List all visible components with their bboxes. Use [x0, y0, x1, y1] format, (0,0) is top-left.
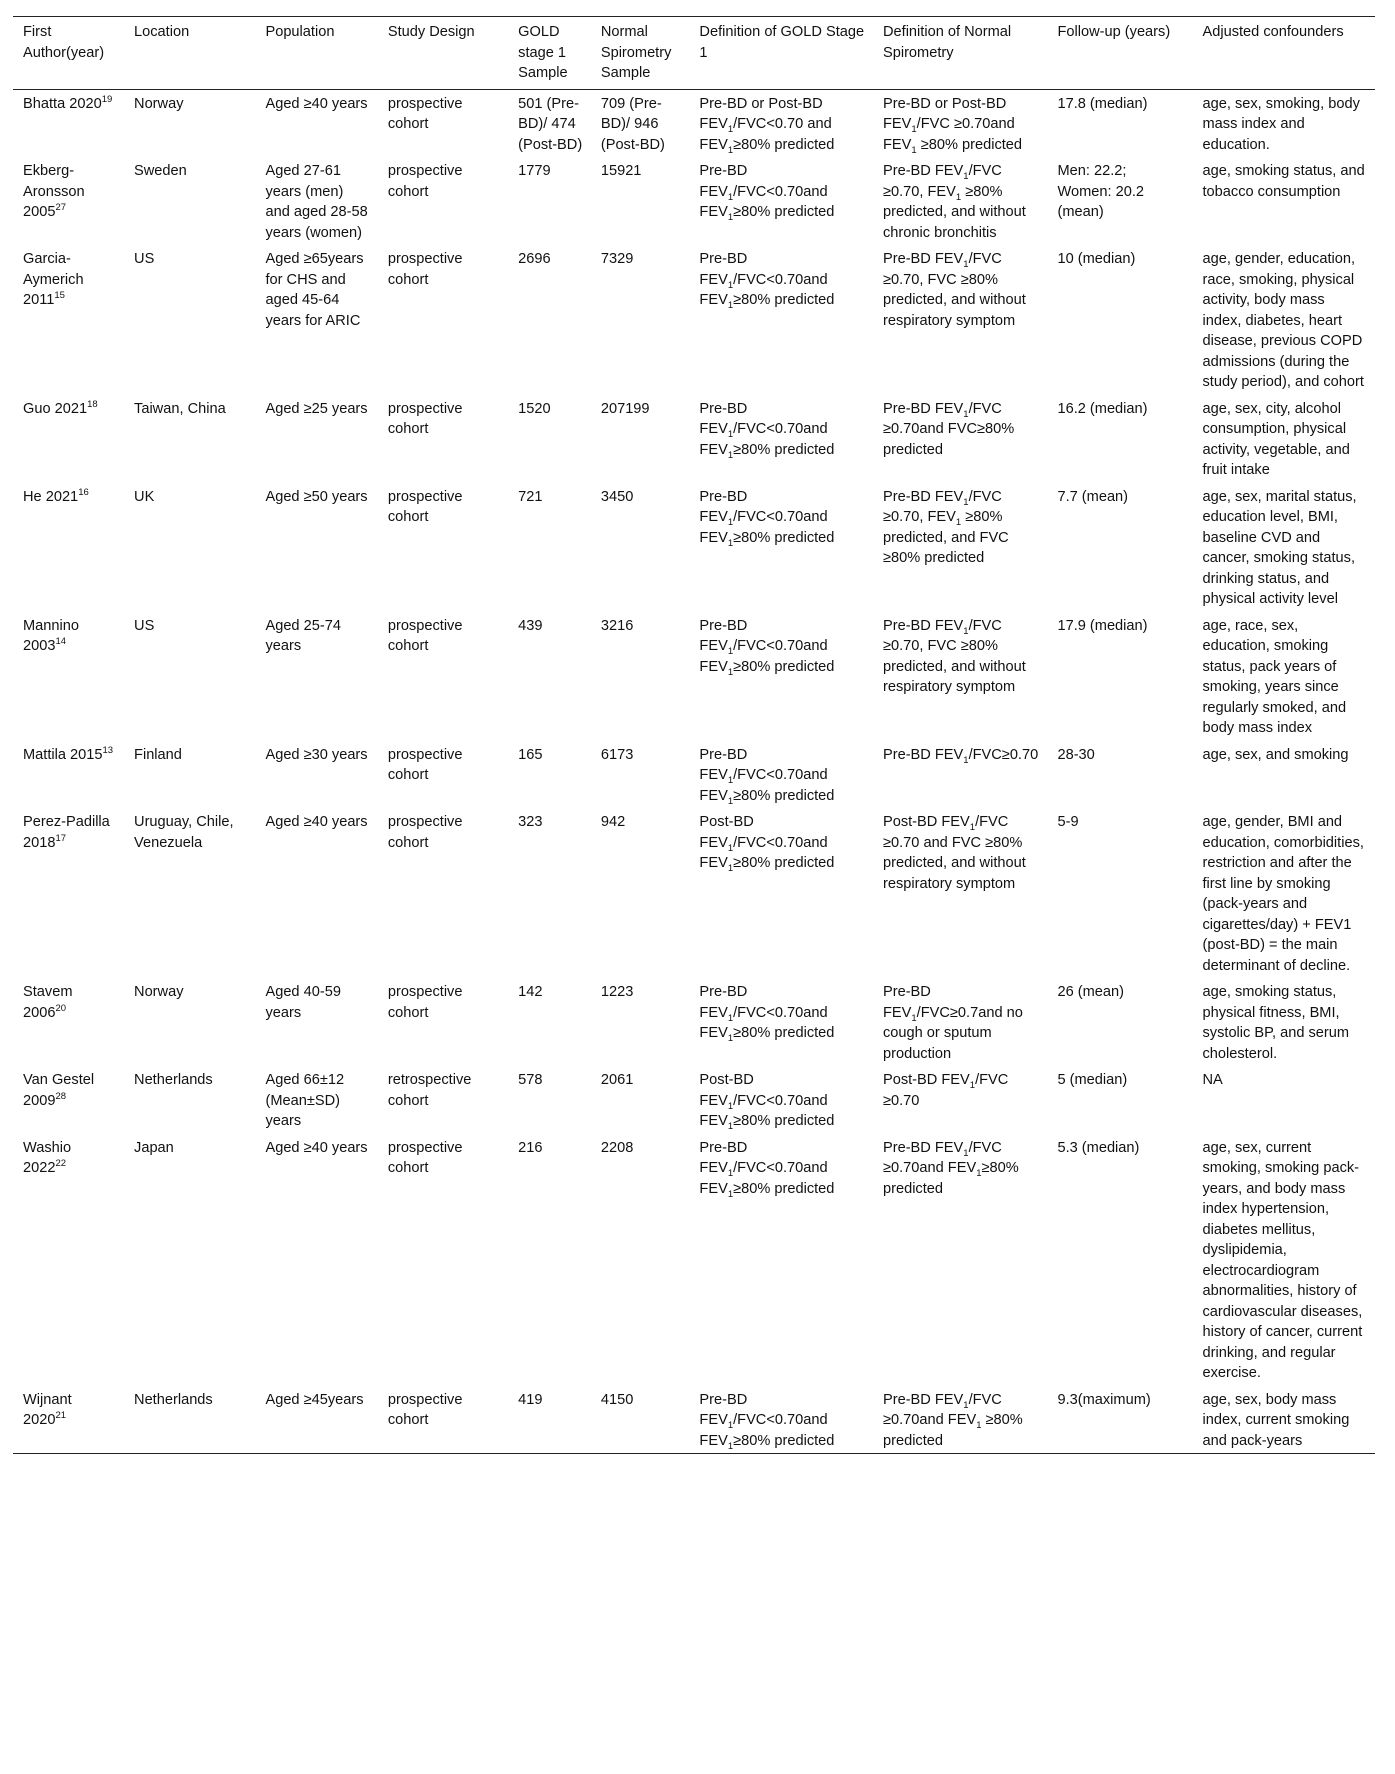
author-cell: [13, 245, 124, 395]
normal-sample-cell: [591, 245, 690, 395]
author-cell: [13, 89, 124, 157]
column-header: Definition of Normal Spirometry: [882, 24, 1012, 61]
author-text: Washio 2022: [23, 1139, 72, 1176]
study-design-text: prospective cohort: [387, 984, 463, 1021]
normal-sample-cell: [591, 157, 690, 245]
confounders-cell: [1193, 1134, 1376, 1386]
reference-superscript: 28: [55, 1090, 67, 1102]
location-text: Taiwan, China: [134, 400, 226, 417]
location-text: Japan: [134, 1139, 174, 1156]
followup-cell: [1047, 741, 1192, 809]
table-row: [13, 395, 1375, 483]
gold-definition-text: Post-BD $FEV_1/FVC<0.70and$ $FEV_1\ge 80\%$ predicted: [699, 814, 835, 874]
study-design-cell: [378, 1066, 508, 1134]
column-header: First Author(year): [23, 24, 105, 61]
normal-definition-cell: [873, 1134, 1047, 1386]
table-row: [13, 89, 1375, 157]
location-cell: [124, 612, 255, 741]
study-design-cell: [378, 612, 508, 741]
gold-sample-cell: [508, 157, 591, 245]
gold-sample-cell: [508, 89, 591, 157]
normal-definition-cell: [873, 483, 1047, 612]
normal-sample-text: 1223: [600, 984, 634, 1000]
location-text: US: [134, 617, 155, 634]
gold-sample-cell: [508, 1386, 591, 1454]
normal-sample-text: 709 (Pre-BD)/ 946 (Post-BD): [600, 95, 665, 153]
location-cell: [124, 157, 255, 245]
gold-sample-text: 1520: [518, 400, 551, 417]
location-cell: [124, 741, 255, 809]
author-text: Van Gestel 2009: [23, 1072, 95, 1109]
normal-definition-text: Pre-BD $FEV_1$/FVC ≥0.70and $FEV_1 \ge 80\%$ predicted: [882, 1391, 1023, 1449]
author-text: Perez-Padilla 2018: [23, 814, 110, 851]
gold-definition-text: Pre-BD $FEV_1/FVC<0.70and$ $FEV_1\ge 80\%$ predicted: [699, 251, 835, 311]
author-text: Mattila 2015: [23, 746, 103, 763]
gold-sample-text: 439: [518, 617, 543, 634]
population-cell: [255, 89, 377, 157]
normal-sample-text: 15921: [600, 163, 642, 179]
normal-definition-text: Post-BD $FEV_1$/FVC ≥0.70: [882, 1072, 1009, 1109]
followup-text: 28-30: [1057, 746, 1095, 763]
author-cell: [13, 1386, 124, 1454]
followup-text: 26 (mean): [1057, 984, 1124, 1000]
normal-sample-text: 2061: [600, 1072, 634, 1088]
normal-definition-cell: [873, 741, 1047, 809]
confounders-text: age, sex, current smoking, smoking pack-years, and body mass index hypertension, diabetes mellitus, dyslipidemia, electrocardiogram abnormalities, history of cardiovascular diseases, history of cancer, current drinking, and regular exercise.: [1202, 1139, 1363, 1381]
followup-cell: [1047, 483, 1192, 612]
normal-definition-text: Pre-BD $FEV_1$/FVC ≥0.70, FVC ≥80% predicted, and without respiratory symptom: [882, 251, 1026, 329]
confounders-text: age, sex, city, alcohol consumption, physical activity, vegetable, and fruit intake: [1202, 400, 1350, 478]
reference-superscript: 13: [102, 744, 114, 756]
study-design-text: prospective cohort: [387, 488, 463, 525]
normal-sample-text: 3450: [600, 488, 634, 505]
gold-definition-text: Post-BD $FEV_1/FVC<0.70and$ $FEV_1\ge 80\%$ predicted: [699, 1072, 835, 1132]
population-text: Aged 66±12 (Mean±SD) years: [265, 1072, 345, 1129]
followup-cell: [1047, 157, 1192, 245]
gold-sample-cell: [508, 245, 591, 395]
followup-cell: [1047, 978, 1192, 1066]
location-cell: [124, 1066, 255, 1134]
gold-sample-cell: [508, 741, 591, 809]
population-text: Aged ≥40 years: [265, 1139, 368, 1156]
normal-sample-text: 7329: [600, 251, 634, 267]
normal-definition-cell: [873, 978, 1047, 1066]
followup-cell: [1047, 1386, 1192, 1454]
table-body: [13, 89, 1375, 1454]
author-text: Wijnant 2020: [23, 1391, 72, 1428]
normal-sample-cell: [591, 978, 690, 1066]
followup-text: 17.9 (median): [1057, 617, 1148, 634]
gold-definition-cell: [689, 612, 873, 741]
gold-sample-text: 142: [518, 984, 543, 1000]
normal-definition-text: Pre-BD $FEV_1$/FVC ≥0.70and $FEV_1\ge 80\%$ predicted: [882, 1139, 1019, 1197]
normal-sample-text: 6173: [600, 746, 634, 763]
table-row: [13, 808, 1375, 978]
followup-text: 5-9: [1057, 814, 1079, 830]
confounders-cell: [1193, 245, 1376, 395]
confounders-cell: [1193, 157, 1376, 245]
author-text: Bhatta 2020: [23, 95, 102, 112]
confounders-text: age, sex, marital status, education level, BMI, baseline CVD and cancer, smoking status, drinking status, and physical activity level: [1202, 488, 1357, 607]
population-text: Aged ≥40 years: [265, 814, 368, 830]
gold-sample-cell: [508, 612, 591, 741]
population-cell: [255, 157, 377, 245]
gold-definition-text: Pre-BD $FEV_1/FVC<0.70and$ $FEV_1\ge 80\%$ predicted: [699, 1139, 835, 1200]
column-header: GOLD stage 1 Sample: [518, 24, 568, 81]
author-cell: [13, 808, 124, 978]
followup-cell: [1047, 395, 1192, 483]
study-design-text: prospective cohort: [387, 251, 463, 288]
author-cell: [13, 483, 124, 612]
table-row: [13, 612, 1375, 741]
location-cell: [124, 395, 255, 483]
author-cell: [13, 395, 124, 483]
table-row: [13, 741, 1375, 809]
study-characteristics-table: [13, 16, 1375, 1454]
population-cell: [255, 483, 377, 612]
confounders-text: age, sex, smoking, body mass index and education.: [1202, 95, 1360, 153]
normal-definition-cell: [873, 1386, 1047, 1454]
confounders-cell: [1193, 1386, 1376, 1454]
normal-sample-text: 942: [600, 814, 626, 830]
column-header: Normal Spirometry Sample: [600, 24, 672, 81]
population-text: Aged ≥40 years: [265, 95, 368, 112]
followup-text: 16.2 (median): [1057, 400, 1148, 417]
population-cell: [255, 1066, 377, 1134]
normal-sample-text: 3216: [600, 617, 634, 634]
gold-sample-cell: [508, 1134, 591, 1386]
followup-text: 5 (median): [1057, 1072, 1128, 1088]
location-cell: [124, 1386, 255, 1454]
study-design-cell: [378, 978, 508, 1066]
gold-definition-cell: [689, 157, 873, 245]
normal-sample-cell: [591, 89, 690, 157]
followup-cell: [1047, 245, 1192, 395]
location-text: Netherlands: [134, 1391, 213, 1408]
reference-superscript: 18: [87, 398, 98, 410]
gold-definition-text: Pre-BD $FEV_1/FVC<0.70and$ $FEV_1\ge 80\%$ predicted: [699, 400, 835, 461]
study-design-cell: [378, 808, 508, 978]
study-design-cell: [378, 395, 508, 483]
normal-sample-cell: [591, 1386, 690, 1454]
author-text: Garcia-Aymerich 2011: [23, 251, 84, 308]
population-text: Aged ≥65years for CHS and aged 45-64 years for ARIC: [265, 251, 364, 329]
column-header: Population: [265, 24, 335, 40]
confounders-text: age, race, sex, education, smoking status, pack years of smoking, years since regularly smoked, and body mass index: [1202, 617, 1347, 736]
normal-definition-text: Post-BD $FEV_1$/FVC ≥0.70 and FVC ≥80% predicted, and without respiratory symptom: [882, 814, 1026, 892]
confounders-cell: [1193, 808, 1376, 978]
normal-definition-cell: [873, 395, 1047, 483]
table-row: [13, 1386, 1375, 1454]
reference-superscript: 17: [55, 832, 67, 844]
population-text: Aged 27-61 years (men) and aged 28-58 years (women): [265, 163, 368, 241]
followup-text: Men: 22.2; Women: 20.2 (mean): [1057, 163, 1144, 220]
location-cell: [124, 89, 255, 157]
population-cell: [255, 741, 377, 809]
normal-sample-cell: [591, 808, 690, 978]
study-design-text: prospective cohort: [387, 163, 463, 200]
followup-text: 5.3 (median): [1057, 1139, 1140, 1156]
table-row: [13, 978, 1375, 1066]
followup-text: 9.3(maximum): [1057, 1391, 1151, 1408]
gold-definition-cell: [689, 741, 873, 809]
gold-definition-text: Pre-BD $FEV_1/FVC<0.70and$ $FEV_1\ge 80\%$ predicted: [699, 746, 835, 807]
normal-definition-cell: [873, 1066, 1047, 1134]
location-text: US: [134, 251, 155, 267]
population-text: Aged ≥30 years: [265, 746, 368, 763]
reference-superscript: 27: [55, 202, 67, 214]
population-cell: [255, 1386, 377, 1454]
confounders-cell: [1193, 978, 1376, 1066]
confounders-text: age, smoking status, and tobacco consumption: [1202, 163, 1365, 200]
table-row: [13, 1134, 1375, 1386]
normal-definition-cell: [873, 612, 1047, 741]
normal-sample-text: 2208: [600, 1139, 634, 1156]
table-row: [13, 245, 1375, 395]
population-cell: [255, 245, 377, 395]
location-text: Netherlands: [134, 1072, 213, 1088]
population-text: Aged 25-74 years: [265, 617, 341, 654]
location-text: Norway: [134, 95, 184, 112]
author-text: Stavem 2006: [23, 984, 73, 1021]
author-cell: [13, 1134, 124, 1386]
study-design-cell: [378, 245, 508, 395]
gold-sample-cell: [508, 808, 591, 978]
population-cell: [255, 395, 377, 483]
confounders-cell: [1193, 612, 1376, 741]
gold-sample-cell: [508, 395, 591, 483]
normal-definition-text: Pre-BD $FEV_1/FVC\ge 0.70$: [882, 746, 1039, 766]
column-header: Location: [134, 24, 190, 40]
location-cell: [124, 245, 255, 395]
gold-definition-cell: [689, 245, 873, 395]
column-header: Definition of GOLD Stage 1: [699, 24, 865, 61]
followup-text: 7.7 (mean): [1057, 488, 1129, 505]
gold-sample-text: 1779: [518, 163, 551, 179]
normal-definition-text: Pre-BD $FEV_1/FVC\ge 0.7and$ no cough or sputum production: [882, 984, 1023, 1062]
followup-cell: [1047, 808, 1192, 978]
confounders-cell: [1193, 395, 1376, 483]
study-design-text: prospective cohort: [387, 617, 463, 654]
location-cell: [124, 808, 255, 978]
column-header: Study Design: [387, 24, 475, 40]
location-text: Finland: [134, 746, 182, 763]
normal-definition-cell: [873, 245, 1047, 395]
normal-definition-text: Pre-BD $FEV_1$/FVC ≥0.70, $FEV_1 \ge 80\%$ predicted, and without chronic bronchitis: [882, 163, 1026, 241]
gold-definition-text: Pre-BD $FEV_1/FVC<0.70and$ $FEV_1\ge 80\%$ predicted: [699, 488, 835, 549]
normal-definition-text: Pre-BD $FEV_1$/FVC ≥0.70, FVC ≥80% predicted, and without respiratory symptom: [882, 617, 1026, 695]
normal-definition-text: Pre-BD $FEV_1$/FVC ≥0.70and FVC≥80% predicted: [882, 400, 1015, 458]
study-design-text: prospective cohort: [387, 400, 463, 437]
population-text: Aged ≥50 years: [265, 488, 368, 505]
gold-sample-text: 578: [518, 1072, 543, 1088]
gold-definition-cell: [689, 483, 873, 612]
author-text: Ekberg-Aronsson 2005: [23, 163, 85, 220]
location-text: UK: [134, 488, 155, 505]
normal-sample-text: 4150: [600, 1391, 634, 1408]
normal-definition-cell: [873, 808, 1047, 978]
gold-sample-text: 501 (Pre-BD)/ 474 (Post-BD): [518, 95, 583, 153]
author-cell: [13, 1066, 124, 1134]
location-cell: [124, 1134, 255, 1386]
table-row: [13, 157, 1375, 245]
gold-definition-cell: [689, 395, 873, 483]
normal-definition-cell: [873, 89, 1047, 157]
author-text: Guo 2021: [23, 400, 88, 417]
confounders-text: age, gender, education, race, smoking, physical activity, body mass index, diabetes, heart disease, previous COPD admissions (during the study period), and cohort: [1202, 251, 1364, 390]
study-design-cell: [378, 741, 508, 809]
normal-sample-cell: [591, 1066, 690, 1134]
gold-sample-text: 165: [518, 746, 543, 763]
normal-definition-text: Pre-BD or Post-BD $FEV_1$/FVC ≥0.70and $FEV_1 \ge 80\%$ predicted: [882, 95, 1023, 156]
author-cell: [13, 741, 124, 809]
normal-definition-cell: [873, 157, 1047, 245]
gold-sample-cell: [508, 1066, 591, 1134]
gold-definition-text: Pre-BD or Post-BD $FEV_1/FVC<0.70$ and $FEV_1\ge 80\%$ predicted: [699, 95, 835, 156]
author-cell: [13, 157, 124, 245]
table-row: [13, 483, 1375, 612]
gold-sample-cell: [508, 483, 591, 612]
reference-superscript: 21: [55, 1410, 67, 1422]
normal-definition-text: Pre-BD $FEV_1$/FVC ≥0.70, $FEV_1 \ge 80\%$ predicted, and FVC ≥80% predicted: [882, 488, 1009, 566]
reference-superscript: 20: [55, 1002, 67, 1014]
followup-cell: [1047, 1066, 1192, 1134]
normal-sample-cell: [591, 612, 690, 741]
population-text: Aged ≥25 years: [265, 400, 368, 417]
followup-cell: [1047, 89, 1192, 157]
normal-sample-cell: [591, 1134, 690, 1386]
confounders-cell: [1193, 89, 1376, 157]
column-header: Adjusted confounders: [1202, 24, 1344, 40]
study-table-container: [13, 16, 1375, 1454]
gold-definition-cell: [689, 808, 873, 978]
gold-sample-cell: [508, 978, 591, 1066]
population-cell: [255, 978, 377, 1066]
location-text: Sweden: [134, 163, 187, 179]
reference-superscript: 15: [54, 290, 65, 302]
study-design-text: prospective cohort: [387, 1139, 463, 1176]
confounders-text: age, sex, body mass index, current smoking and pack-years: [1202, 1391, 1350, 1449]
gold-sample-text: 323: [518, 814, 543, 830]
normal-sample-text: 207199: [600, 400, 650, 417]
study-design-text: prospective cohort: [387, 1391, 463, 1428]
author-text: Mannino 2003: [23, 617, 79, 654]
location-cell: [124, 483, 255, 612]
confounders-text: NA: [1202, 1072, 1223, 1088]
study-design-text: prospective cohort: [387, 814, 463, 851]
confounders-cell: [1193, 741, 1376, 809]
gold-definition-cell: [689, 1386, 873, 1454]
population-text: Aged 40-59 years: [265, 984, 341, 1021]
gold-definition-cell: [689, 978, 873, 1066]
normal-sample-cell: [591, 483, 690, 612]
study-design-cell: [378, 1386, 508, 1454]
confounders-text: age, gender, BMI and education, comorbidities, restriction and after the first line by smoking (pack-years and cigarettes/day) + FEV1 (post-BD) = the main determinant of decline.: [1202, 814, 1364, 974]
normal-sample-cell: [591, 395, 690, 483]
gold-sample-text: 216: [518, 1139, 543, 1156]
study-design-text: prospective cohort: [387, 746, 463, 783]
gold-definition-text: Pre-BD $FEV_1/FVC<0.70and$ $FEV_1\ge 80\%$ predicted: [699, 1391, 835, 1452]
location-text: Uruguay, Chile, Venezuela: [134, 814, 234, 851]
author-cell: [13, 612, 124, 741]
location-cell: [124, 978, 255, 1066]
location-text: Norway: [134, 984, 184, 1000]
reference-superscript: 16: [78, 486, 89, 498]
confounders-text: age, smoking status, physical fitness, BMI, systolic BP, and serum cholesterol.: [1202, 984, 1350, 1062]
followup-text: 17.8 (median): [1057, 95, 1148, 112]
followup-text: 10 (median): [1057, 251, 1136, 267]
author-text: He 2021: [23, 488, 79, 505]
study-design-cell: [378, 157, 508, 245]
gold-definition-text: Pre-BD $FEV_1/FVC<0.70and$ $FEV_1\ge 80\%$ predicted: [699, 984, 835, 1044]
gold-definition-cell: [689, 1066, 873, 1134]
reference-superscript: 22: [55, 1158, 67, 1170]
reference-superscript: 19: [101, 93, 113, 105]
column-header: Follow-up (years): [1057, 24, 1171, 40]
confounders-cell: [1193, 483, 1376, 612]
population-cell: [255, 612, 377, 741]
study-design-text: retrospective cohort: [387, 1072, 472, 1109]
study-design-cell: [378, 483, 508, 612]
gold-definition-cell: [689, 89, 873, 157]
followup-cell: [1047, 1134, 1192, 1386]
population-cell: [255, 808, 377, 978]
table-row: [13, 1066, 1375, 1134]
gold-definition-text: Pre-BD $FEV_1/FVC<0.70and$ $FEV_1\ge 80\%$ predicted: [699, 617, 835, 678]
author-cell: [13, 978, 124, 1066]
gold-sample-text: 2696: [518, 251, 551, 267]
population-cell: [255, 1134, 377, 1386]
normal-sample-cell: [591, 741, 690, 809]
study-design-cell: [378, 89, 508, 157]
study-design-text: prospective cohort: [387, 95, 463, 132]
gold-definition-text: Pre-BD $FEV_1/FVC<0.70and$ $FEV_1\ge 80\%$ predicted: [699, 163, 835, 223]
population-text: Aged ≥45years: [265, 1391, 364, 1408]
table-header-row: [13, 17, 1375, 90]
gold-sample-text: 419: [518, 1391, 543, 1408]
study-design-cell: [378, 1134, 508, 1386]
reference-superscript: 14: [55, 636, 67, 648]
gold-sample-text: 721: [518, 488, 543, 505]
gold-definition-cell: [689, 1134, 873, 1386]
confounders-text: age, sex, and smoking: [1202, 746, 1349, 763]
confounders-cell: [1193, 1066, 1376, 1134]
followup-cell: [1047, 612, 1192, 741]
